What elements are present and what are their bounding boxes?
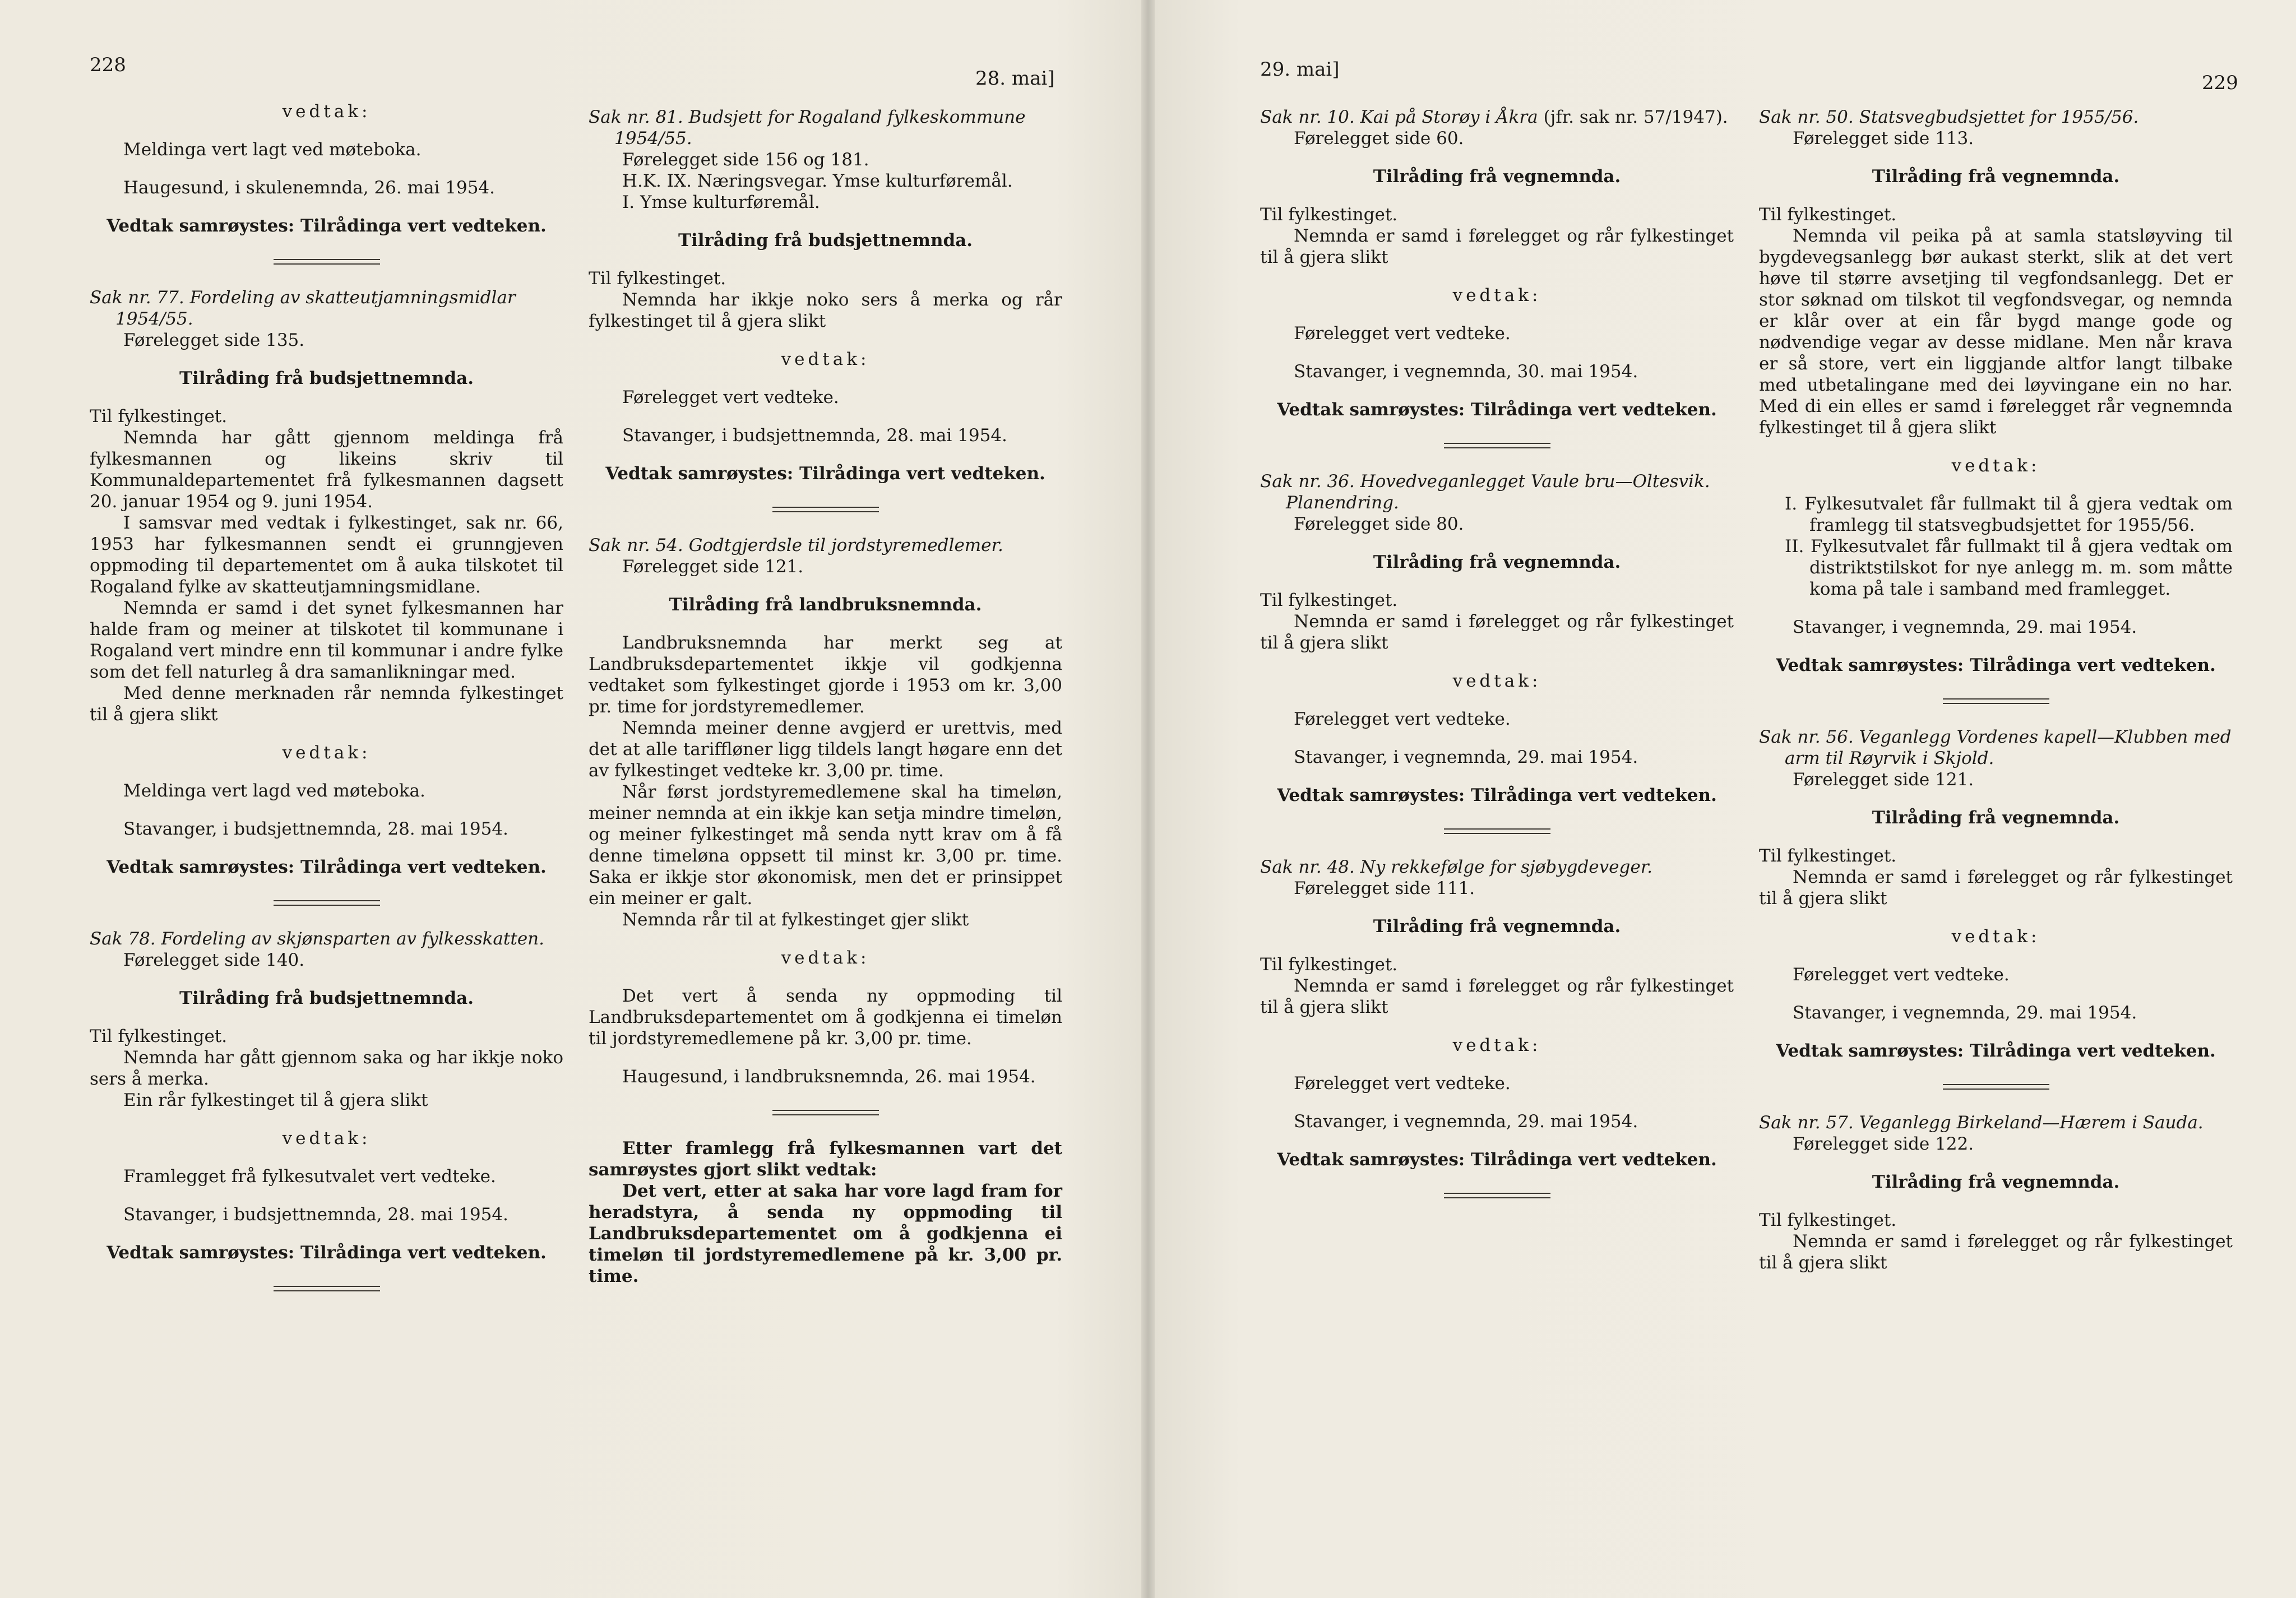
resolution-text: Etter framlegg frå fylkesmannen vart det samrøystes gjort slikt vedtak: [589,1138,1062,1180]
section-divider [274,1286,380,1291]
case-heading: Sak nr. 54. Godtgjerdsle til jordstyremedlemer. [589,535,1003,555]
final-resolution: Vedtak samrøystes: Tilrådinga vert vedteken. [1277,400,1717,420]
body-paragraph: Nemnda er samd i førelegget og rår fylkestinget til å gjera slikt [1260,976,1734,1017]
body-paragraph: Førelegget side 113. [1793,128,1974,149]
final-resolution: Vedtak samrøystes: Tilrådinga vert vedteken. [107,1243,547,1263]
body-paragraph: Førelegget side 121. [622,557,804,577]
recommendation-heading: Tilråding frå budsjettnemnda. [179,988,474,1008]
body-paragraph: Nemnda rår til at fylkestinget gjer slikt [622,910,969,930]
case-heading: Sak nr. 57. Veganlegg Birkeland—Hærem i Sauda. [1759,1113,2204,1133]
resolution-label: vedtak: [1452,1035,1542,1055]
case-heading: Sak nr. 50. Statsvegbudsjettet for 1955/56. [1759,107,2139,127]
place-date: Stavanger, i vegnemnda, 29. mai 1954. [1294,1111,1638,1132]
resolution-label: vedtak: [1951,456,2040,476]
recommendation-heading: Tilråding frå vegnemnda. [1373,552,1621,572]
addressee: Til fylkestinget. [90,1026,228,1046]
case-heading [1260,106,1734,128]
place-date: Stavanger, i vegnemnda, 30. mai 1954. [1294,362,1638,382]
body-paragraph: Førelegget vert vedteke. [1294,709,1511,729]
case-heading: Sak 78. Fordeling av skjønsparten av fylkesskatten. [90,929,544,949]
body-paragraph: Landbruksnemnda har merkt seg at Landbruksdepartementet ikkje vil godkjenna vedtaket som fylkestinget gjorde i 1953 om kr. 3,00 pr. time for jordstyremedlemer. [589,633,1062,717]
case-heading: Sak nr. 48. Ny rekkefølge for sjøbygdeveger. [1260,857,1652,877]
body-paragraph: Nemnda er samd i det synet fylkesmannen har halde fram og meiner at tilskotet til kommunane i Rogaland vert mindre enn til kommunar i andre fylke som det fell naturleg å dra samanlikningar med. [90,598,563,682]
section-divider [1943,1084,2049,1090]
final-resolution: Vedtak samrøystes: Tilrådinga vert vedteken. [1277,1150,1717,1170]
resolution-item: I. Fylkesutvalet får fullmakt til å gjera vedtak om framlegg til statsvegbudsjettet for 1955/56. [1785,494,2233,535]
body-paragraph: Førelegget side 121. [1793,770,1974,790]
addressee: Til fylkestinget. [1260,205,1398,225]
place-date: Haugesund, i landbruksnemnda, 26. mai 1954. [622,1067,1036,1087]
final-resolution: Vedtak samrøystes: Tilrådinga vert vedteken. [1277,785,1717,805]
resolution-label: vedtak: [1452,285,1542,305]
section-divider [274,900,380,906]
resolution-label: vedtak: [781,948,870,968]
text-column-1 [1260,106,1734,1221]
case-reference: (jfr. sak nr. 57/1947). [1538,107,1728,127]
place-date: Stavanger, i budsjettnemnda, 28. mai 1954. [123,819,508,839]
body-paragraph: Førelegget side 122. [1793,1134,1974,1154]
addressee: Til fylkestinget. [1759,205,1897,225]
addressee: Til fylkestinget. [1260,955,1398,975]
body-paragraph: H.K. IX. Næringsvegar. Ymse kulturføremål. [622,171,1013,191]
body-paragraph: I samsvar med vedtak i fylkestinget, sak nr. 66, 1953 har fylkesmannen sendt ei grunngjeven oppmoding til departementet om å auka tilskotet til Rogaland fylke av skatteutjamningsmidlane. [90,513,563,597]
body-paragraph: Førelegget side 156 og 181. [622,150,869,170]
recommendation-heading: Tilråding frå landbruksnemnda. [669,595,982,615]
addressee: Til fylkestinget. [90,406,228,427]
place-date: Haugesund, i skulenemnda, 26. mai 1954. [123,178,496,198]
page-number: 228 [90,54,126,76]
body-paragraph: Nemnda er samd i førelegget og rår fylkestinget til å gjera slikt [1759,1231,2233,1273]
resolution-label: vedtak: [1951,927,2040,947]
body-paragraph: Nemnda er samd i førelegget og rår fylkestinget til å gjera slikt [1759,867,2233,909]
right-page [1148,0,2296,1598]
recommendation-heading: Tilråding frå vegnemnda. [1872,1172,2120,1192]
body-paragraph: Meldinga vert lagt ved møteboka. [123,140,422,160]
body-paragraph: Førelegget vert vedteke. [1294,323,1511,344]
section-divider [274,259,380,265]
body-paragraph: Nemnda er samd i førelegget og rår fylkestinget til å gjera slikt [1260,612,1734,653]
recommendation-heading: Tilråding frå budsjettnemnda. [678,230,973,251]
body-paragraph: Førelegget vert vedteke. [1793,965,2010,985]
body-paragraph: Meldinga vert lagd ved møteboka. [123,781,425,801]
body-paragraph: Med denne merknaden rår nemnda fylkestinget til å gjera slikt [90,683,563,725]
body-paragraph: I. Ymse kulturføremål. [622,192,820,212]
page-number: 229 [2202,72,2238,94]
recommendation-heading: Tilråding frå budsjettnemnda. [179,368,474,388]
body-paragraph: Nemnda vil peika på at samla statsløyving til bygdevegsanlegg bør aukast sterkt, slik at det vert høve til større avsetjing til vegfondsanlegg. Det er stor søknad om tilskot til vegfondsvegar, og nemnda er klår over at ein får bygd mange gode og nødvendige vegar av desse midlane. Men når krava er så store, vert ein liggjande altfor langt tilbake med utbetalingane med dei løyvingane ein no har. Med di ein elles er samd i førelegget rår vegnemnda fylkestinget til å gjera slikt [1759,226,2233,438]
resolution-item: II. Fylkesutvalet får fullmakt til å gjera vedtak om distriktstilskot for nye anlegg m. m. som måtte koma på tale i samband med framlegget. [1785,536,2233,599]
body-paragraph: Når først jordstyremedlemene skal ha timeløn, meiner nemnda at ein ikkje kan setja mindre timeløn, og meiner fylkestinget må senda nytt krav om å få denne timeløna oppsett til minst kr. 3,00 pr. time. Saka er ikkje stor økonomisk, men det er prinsippet ein meiner er galt. [589,782,1062,909]
section-divider [1943,698,2049,704]
body-paragraph: Førelegget vert vedteke. [622,387,839,407]
case-heading: Sak nr. 36. Hovedveganlegget Vaule bru—Oltesvik. Planendring. [1260,471,1710,513]
body-paragraph: Førelegget vert vedteke. [1294,1073,1511,1094]
resolution-label: vedtak: [781,349,870,369]
body-paragraph: Førelegget side 135. [123,330,305,350]
case-heading: Sak nr. 56. Veganlegg Vordenes kapell—Klubben med arm til Røyrvik i Skjold. [1759,727,2232,768]
final-resolution: Vedtak samrøystes: Tilrådinga vert vedteken. [107,216,547,236]
resolution-text: Det vert, etter at saka har vore lagd fram for heradstyra, å senda ny oppmoding til Landbruksdepartementet om å godkjenna ei timeløn til jordstyremedlemene på kr. 3,00 pr. time. [589,1181,1062,1286]
addressee: Til fylkestinget. [1260,590,1398,610]
date-header: 29. mai] [1260,58,1340,81]
recommendation-heading: Tilråding frå vegnemnda. [1373,916,1621,937]
addressee: Til fylkestinget. [1759,1210,1897,1230]
resolution-label: vedtak: [282,743,371,763]
body-paragraph: Førelegget side 60. [1294,128,1464,149]
case-title: Sak nr. 10. Kai på Storøy i Åkra [1260,107,1538,127]
section-divider [1444,828,1550,834]
date-header: 28. mai] [975,67,1055,90]
resolution-label: vedtak: [1452,671,1542,691]
section-divider [772,1110,879,1115]
book-spine [1141,0,1155,1598]
text-column-2 [589,106,1062,1287]
recommendation-heading: Tilråding frå vegnemnda. [1373,166,1621,187]
final-resolution: Vedtak samrøystes: Tilrådinga vert vedteken. [1776,1041,2216,1061]
case-heading: Sak nr. 81. Budsjett for Rogaland fylkeskommune 1954/55. [589,107,1026,149]
body-paragraph: Det vert å senda ny oppmoding til Landbruksdepartementet om å godkjenna ei timeløn til jordstyremedlemene på kr. 3,00 pr. time. [589,986,1062,1049]
place-date: Stavanger, i budsjettnemnda, 28. mai 1954. [123,1205,508,1225]
final-resolution: Vedtak samrøystes: Tilrådinga vert vedteken. [605,464,1045,484]
place-date: Stavanger, i budsjettnemnda, 28. mai 1954. [622,425,1007,446]
body-paragraph: Førelegget side 80. [1294,514,1464,534]
body-paragraph: Førelegget side 140. [123,950,305,970]
section-divider [1444,443,1550,448]
body-paragraph: Førelegget side 111. [1294,878,1475,898]
body-paragraph: Nemnda har gått gjennom saka og har ikkje noko sers å merka. [90,1048,563,1089]
body-paragraph: Nemnda meiner denne avgjerd er urettvis, med det at alle tariffløner ligg tildels langt høgare enn det av fylkestinget vedteke kr. 3,00 pr. time. [589,718,1062,781]
body-paragraph: Ein rår fylkestinget til å gjera slikt [123,1090,428,1110]
recommendation-heading: Tilråding frå vegnemnda. [1872,166,2120,187]
place-date: Stavanger, i vegnemnda, 29. mai 1954. [1793,617,2137,637]
final-resolution: Vedtak samrøystes: Tilrådinga vert vedteken. [1776,655,2216,675]
text-column-1 [90,101,563,1314]
addressee: Til fylkestinget. [589,268,726,289]
body-paragraph: Nemnda har ikkje noko sers å merka og rår fylkestinget til å gjera slikt [589,290,1062,331]
section-divider [1444,1193,1550,1198]
body-paragraph: Framlegget frå fylkesutvalet vert vedteke. [123,1166,496,1187]
text-column-2 [1759,106,2233,1273]
case-heading: Sak nr. 77. Fordeling av skatteutjamningsmidlar 1954/55. [90,288,516,329]
place-date: Stavanger, i vegnemnda, 29. mai 1954. [1294,747,1638,767]
resolution-label: vedtak: [282,101,371,122]
section-divider [772,507,879,512]
resolution-label: vedtak: [282,1128,371,1148]
recommendation-heading: Tilråding frå vegnemnda. [1872,808,2120,828]
addressee: Til fylkestinget. [1759,846,1897,866]
place-date: Stavanger, i vegnemnda, 29. mai 1954. [1793,1003,2137,1023]
body-paragraph: Nemnda har gått gjennom meldinga frå fylkesmannen og likeins skriv til Kommunaldepartementet frå fylkesmannen dagsett 20. januar 1954 og 9. juni 1954. [90,428,563,512]
body-paragraph: Nemnda er samd i førelegget og rår fylkestinget til å gjera slikt [1260,226,1734,267]
final-resolution: Vedtak samrøystes: Tilrådinga vert vedteken. [107,857,547,877]
